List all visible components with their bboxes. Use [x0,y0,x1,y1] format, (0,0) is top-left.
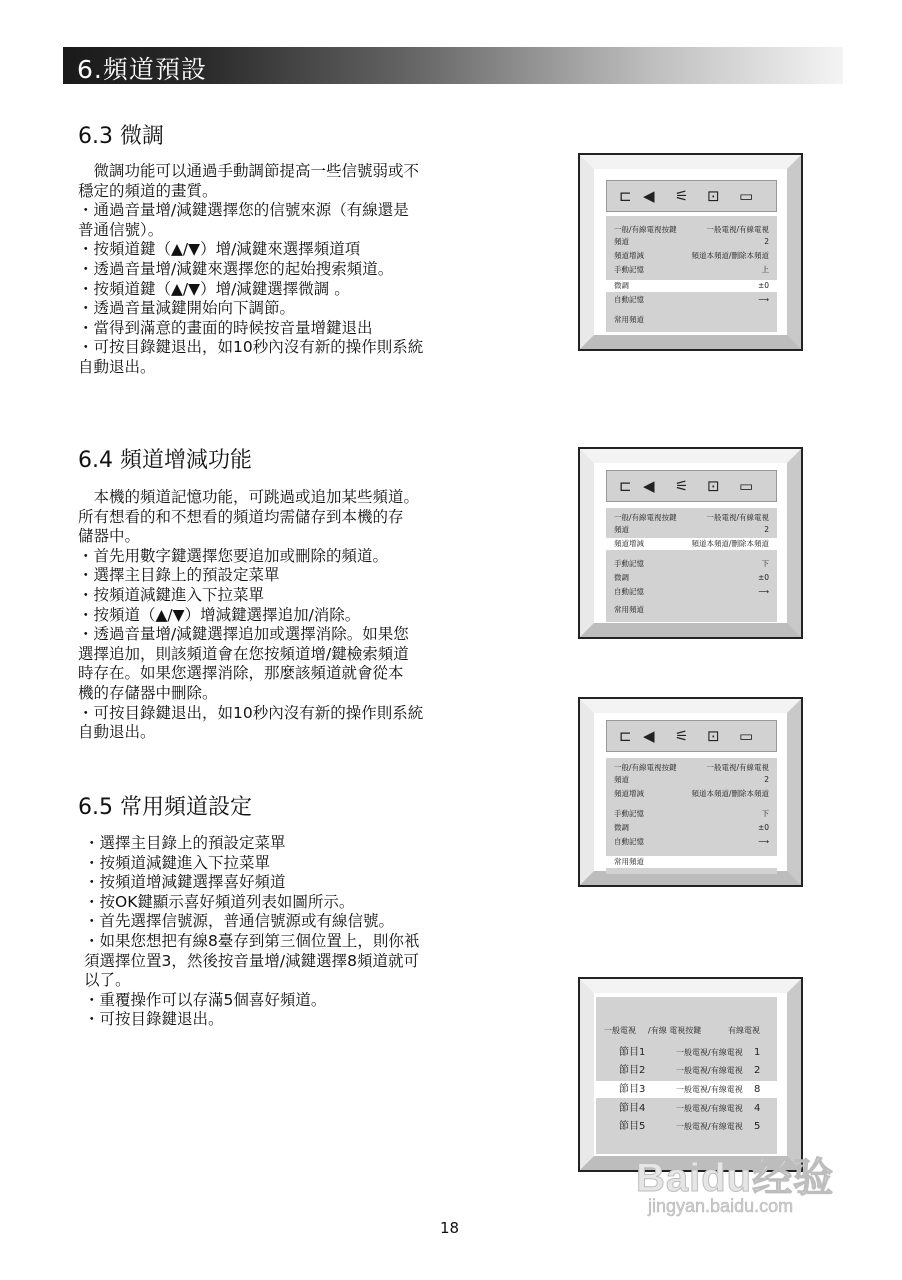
favorite-channel: 2 [754,1065,761,1076]
text-line: 選擇追加，則該頻道會在您按頻道增/鍵檢索頻道 [78,644,409,663]
section-title-6-4: 6.4 頻道增減功能 [78,448,252,473]
menu-row[interactable] [606,558,777,570]
text-line: ・選擇主目錄上的預設定菜單 [78,566,280,585]
osd-icon-bar [606,720,777,752]
favorite-slot: 節目3 [619,1084,646,1095]
menu-row-value: ±0 [757,573,769,582]
text-line: ・可按目錄鍵退出，如10秒內沒有新的操作則系統 [78,338,424,357]
screen-icon: ▭ [739,727,754,745]
menu-row-label: 自動記憶 [614,837,644,846]
favorite-channel: 8 [754,1084,761,1095]
menu-row-label: 一般/有線電視按鍵 [614,225,677,234]
menu-row[interactable] [606,294,777,306]
menu-row[interactable] [606,788,777,800]
section-6-4-body [78,488,423,743]
menu-row-value: 一般電視/有線電視 [706,225,769,234]
menu-row[interactable] [606,604,777,616]
menu-row-value: 一般電視/有線電視 [706,763,769,772]
menu-row[interactable] [606,236,777,248]
menu-row-label: 一般/有線電視按鍵 [614,513,677,522]
text-line: ・首先選擇信號源，普通信號源或有線信號。 [84,912,395,931]
text-line: 所有想看的和不想看的頻道均需儲存到本機的存 [78,507,404,526]
screen-icon: ▭ [739,477,754,495]
favorite-row[interactable] [596,1081,777,1098]
menu-row[interactable] [606,224,777,236]
favorite-source: 一般電視/有線電視 [676,1085,743,1094]
text-line: 儲器中。 [78,527,141,546]
text-line: ・按頻道鍵（▲/▼）增/減鍵選擇微調 。 [78,279,350,298]
text-line: ・按頻道減鍵進入下拉菜單 [78,585,265,604]
menu-row-label: 手動記憶 [614,559,644,568]
menu-row-value: ⟶ [758,295,769,304]
chapter-header [63,47,843,84]
header-col-1: 一般電視 [604,1026,636,1035]
menu-row-value: 頻道本頻道/刪除本頻道 [691,539,769,548]
text-line: ・透過音量減鍵開始向下調節。 [78,299,296,318]
header-col-2: /有線 電視按鍵 [648,1026,702,1035]
text-line: 穩定的頻道的畫質。 [78,181,218,200]
menu-row-value: 頻道本頻道/刪除本頻道 [691,251,769,260]
menu-row-label: 微調 [614,573,629,582]
baidu-watermark [636,1146,835,1216]
menu-row-value: 下 [761,809,769,818]
text-line: ・透過音量增/減鍵來選擇您的起始搜索頻道。 [78,259,394,278]
clock-icon: ⊡ [707,727,720,745]
favorite-channel: 5 [754,1121,761,1132]
text-line: ・可按目錄鍵退出。 [84,1010,224,1029]
menu-row[interactable] [606,774,777,786]
menu-row-value: 2 [764,237,769,246]
chapter-title: 6.頻道預設 [77,55,207,84]
menu-row-label: 微調 [614,281,629,290]
text-line: 微調功能可以通過手動調節提高一些信號弱或不 [78,162,420,180]
menu-row[interactable] [606,808,777,820]
text-line: 以了。 [84,971,131,990]
menu-row-value: 2 [764,525,769,534]
section-title-6-5: 6.5 常用頻道設定 [78,795,252,820]
menu-row-label: 頻道 [614,237,629,246]
favorite-channel: 4 [754,1103,761,1114]
clock-icon: ⊡ [707,477,720,495]
menu-row[interactable] [606,264,777,276]
text-line: ・按OK鍵顯示喜好頻道列表如圖所示。 [84,892,355,911]
text-line: ・按頻道減鍵進入下拉菜單 [84,853,271,872]
osd-menu-3 [606,758,777,874]
favorite-source: 一般電視/有線電視 [676,1048,743,1057]
text-line: ・如果您想把有線8臺存到第三個位置上，則你衹 [84,931,420,950]
menu-row-label: 頻道 [614,775,629,784]
section-6-3-body [78,162,423,378]
menu-row-value: ⟶ [758,837,769,846]
page-number: 18 [440,1219,460,1237]
text-line: 自動退出。 [78,357,156,376]
favorite-source: 一般電視/有線電視 [676,1066,743,1075]
text-line: ・重覆操作可以存滿5個喜好頻道。 [84,990,327,1009]
screen-icon: ▭ [739,187,754,205]
text-line: 本機的頻道記憶功能，可跳過或追加某些頻道。 [78,488,420,506]
osd-menu-1 [606,216,777,332]
text-line: ・按頻道鍵（▲/▼）增/減鍵來選擇頻道項 [78,240,361,259]
menu-row[interactable] [606,572,777,584]
favorite-row[interactable] [596,1100,777,1117]
favorite-slot: 節目2 [619,1065,646,1076]
menu-row-value: 頻道本頻道/刪除本頻道 [691,789,769,798]
menu-row-label: 自動記憶 [614,587,644,596]
text-line: ・首先用數字鍵選擇您要追加或刪除的頻道。 [78,546,389,565]
text-line: ・按頻道（▲/▼）增減鍵選擇追加/消除。 [78,605,361,624]
favorite-slot: 節目5 [619,1121,646,1132]
menu-row[interactable] [606,524,777,536]
favorite-slot: 節目1 [619,1047,646,1058]
menu-row[interactable] [606,314,777,326]
favorite-slot: 節目4 [619,1103,646,1114]
text-line: ・通過音量增/減鍵選擇您的信號來源（有線還是 [78,201,409,220]
speaker-icon: ◀ [643,187,655,205]
speaker-icon: ◀ [643,477,655,495]
text-line: ・當得到滿意的畫面的時候按音量增鍵退出 [78,318,373,337]
text-line: 時存在。如果您選擇消除，那麼該頻道就會從本 [78,664,404,683]
menu-row[interactable] [606,512,777,524]
menu-row-label: 常用頻道 [614,605,644,614]
menu-row-label: 自動記憶 [614,295,644,304]
text-line: ・可按目錄鍵退出，如10秒內沒有新的操作則系統 [78,703,424,722]
watermark-logo: Baidu经验 [636,1156,835,1200]
osd-icon-bar [606,470,777,502]
menu-row-label: 一般/有線電視按鍵 [614,763,677,772]
section-6-5-body [84,834,419,1030]
osd-menu-2 [606,508,777,622]
menu-row-label: 微調 [614,823,629,832]
favorite-row[interactable] [596,1044,777,1061]
menu-row-value: 2 [764,775,769,784]
menu-row[interactable] [606,836,777,848]
text-line: 自動退出。 [78,723,156,742]
text-line: 須選擇位置3，然後按音量增/減鍵選擇8頻道就可 [84,951,419,970]
favorite-source: 一般電視/有線電視 [676,1104,743,1113]
favorite-channel: 1 [754,1047,761,1058]
menu-row[interactable] [606,762,777,774]
text-line: ・選擇主目錄上的預設定菜單 [84,834,286,852]
menu-row-value: ±0 [757,823,769,832]
text-line: 機的存儲器中刪除。 [78,683,218,702]
tv-icon: ⊏ [619,477,632,495]
menu-row-label: 頻道增減 [614,251,644,260]
menu-row-value: ⟶ [758,587,769,596]
header-col-3: 有線電視 [728,1026,760,1035]
menu-row-value: 一般電視/有線電視 [706,513,769,522]
speaker-icon: ◀ [643,727,655,745]
osd-icon-bar [606,180,777,212]
menu-row-label: 手動記憶 [614,265,644,274]
menu-row-label: 頻道增減 [614,789,644,798]
menu-row[interactable] [606,822,777,834]
text-line: ・透過音量增/減鍵選擇追加或選擇消除。如果您 [78,625,409,644]
menu-row[interactable] [606,280,777,292]
text-line: ・按頻道增減鍵選擇喜好頻道 [84,873,286,892]
menu-row-value: 下 [761,559,769,568]
antenna-icon: ⚟ [675,477,689,495]
favorite-row[interactable] [596,1118,777,1135]
menu-row[interactable] [606,250,777,262]
text-line: 普通信號）。 [78,220,164,239]
menu-row-label: 常用頻道 [614,315,644,324]
menu-row[interactable] [606,856,777,868]
antenna-icon: ⚟ [675,187,689,205]
menu-row-label: 常用頻道 [614,857,644,866]
section-title-6-3: 6.3 微調 [78,124,164,149]
menu-row[interactable] [606,538,777,550]
clock-icon: ⊡ [707,187,720,205]
menu-row-label: 頻道增減 [614,539,644,548]
watermark-url: jingyan.baidu.com [648,1196,794,1216]
tv-icon: ⊏ [619,727,632,745]
menu-row-label: 頻道 [614,525,629,534]
favorite-channel-list [596,997,777,1154]
menu-row-value: ±0 [757,281,769,290]
antenna-icon: ⚟ [675,727,689,745]
menu-row-value: 上 [761,265,769,274]
menu-row[interactable] [606,586,777,598]
tv-icon: ⊏ [619,187,632,205]
menu-row-label: 手動記憶 [614,809,644,818]
favorite-source: 一般電視/有線電視 [676,1122,743,1131]
favorite-row[interactable] [596,1062,777,1079]
